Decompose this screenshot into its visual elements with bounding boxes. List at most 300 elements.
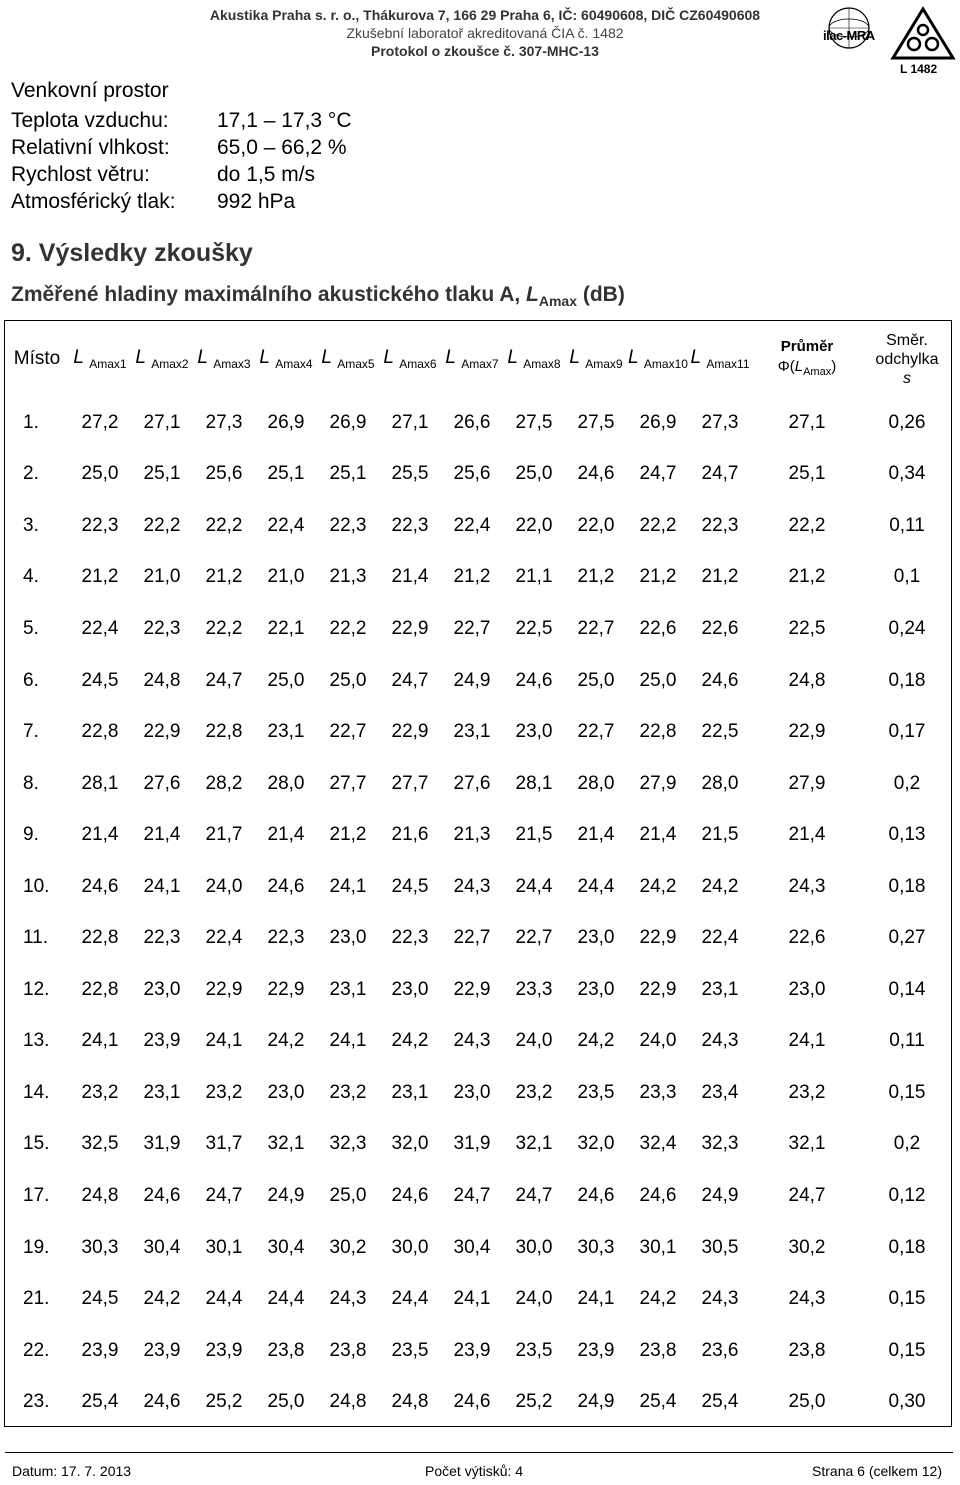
value-cell: 22,4: [267, 514, 305, 536]
value-cell: 22,3: [81, 514, 119, 536]
value-cell: 21,2: [453, 566, 491, 588]
value-cell: 32,1: [267, 1133, 305, 1155]
value-cell: 23,1: [143, 1081, 181, 1103]
average-cell: 23,2: [788, 1081, 826, 1103]
l-symbol: L: [321, 347, 332, 369]
average-cell: 27,9: [788, 772, 826, 794]
place-cell: 19.: [23, 1236, 50, 1258]
lamax-column-header: [317, 321, 379, 397]
value-cell: 23,0: [577, 927, 615, 949]
condition-value: 992 hPa: [217, 190, 296, 213]
table-row: [5, 809, 951, 861]
value-cell: 22,8: [639, 721, 677, 743]
column-subscript: Amax7: [461, 356, 499, 371]
value-cell: 23,9: [143, 1030, 181, 1052]
value-cell: 23,2: [329, 1081, 367, 1103]
l-symbol: L: [73, 347, 84, 369]
l-symbol: L: [135, 347, 146, 369]
value-cell: 32,3: [701, 1133, 739, 1155]
value-cell: 24,4: [577, 875, 615, 897]
column-subscript: Amax1: [89, 356, 127, 371]
table-row: [5, 1170, 951, 1222]
value-cell: 21,4: [391, 566, 429, 588]
value-cell: 22,3: [391, 514, 429, 536]
lamax-column-header: [255, 321, 317, 397]
value-cell: 22,3: [143, 927, 181, 949]
value-cell: 23,5: [577, 1081, 615, 1103]
lamax-column-header: [503, 321, 565, 397]
value-cell: 24,5: [391, 875, 429, 897]
value-cell: 30,1: [205, 1236, 243, 1258]
value-cell: 24,9: [701, 1184, 739, 1206]
value-cell: 22,2: [639, 514, 677, 536]
table-row: [5, 500, 951, 552]
l-symbol: L: [507, 347, 518, 369]
value-cell: 21,3: [329, 566, 367, 588]
column-subscript: Amax4: [275, 356, 313, 371]
value-cell: 24,8: [81, 1184, 119, 1206]
average-cell: 22,9: [788, 721, 826, 743]
value-cell: 23,0: [329, 927, 367, 949]
value-cell: 23,1: [329, 978, 367, 1000]
column-subscript: Amax11: [706, 356, 750, 371]
value-cell: 24,7: [205, 1184, 243, 1206]
std-dev-header-line1: Směr.: [886, 331, 928, 349]
std-dev-cell: 0,11: [889, 514, 925, 536]
std-dev-cell: 0,13: [888, 824, 926, 846]
l-symbol: L: [197, 347, 208, 369]
average-subscript: Amax: [803, 365, 832, 378]
table-row: [5, 552, 951, 604]
value-cell: 22,9: [267, 978, 305, 1000]
place-cell: 2.: [23, 463, 39, 485]
std-dev-cell: 0,18: [888, 875, 926, 897]
value-cell: 24,9: [267, 1184, 305, 1206]
value-cell: 24,6: [267, 875, 305, 897]
value-cell: 32,1: [515, 1133, 553, 1155]
footer-copies: Počet výtisků: 4: [425, 1463, 524, 1479]
value-cell: 31,9: [453, 1133, 491, 1155]
value-cell: 26,9: [639, 411, 677, 433]
place-cell: 22.: [23, 1339, 50, 1361]
value-cell: 24,1: [205, 1030, 243, 1052]
value-cell: 26,9: [267, 411, 305, 433]
value-cell: 24,6: [515, 669, 553, 691]
average-cell: 25,0: [788, 1391, 826, 1413]
results-table: [5, 321, 951, 1428]
value-cell: 21,4: [267, 824, 305, 846]
value-cell: 25,2: [515, 1391, 553, 1413]
table-header-row: [5, 321, 951, 397]
value-cell: 24,6: [81, 875, 119, 897]
value-cell: 21,2: [329, 824, 367, 846]
value-cell: 22,7: [453, 617, 491, 639]
place-cell: 21.: [23, 1288, 50, 1310]
column-subscript: Amax6: [399, 356, 437, 371]
column-subscript: Amax3: [213, 356, 251, 371]
std-dev-cell: 0,18: [888, 669, 926, 691]
value-cell: 22,9: [639, 927, 677, 949]
value-cell: 22,7: [577, 721, 615, 743]
value-cell: 24,7: [453, 1184, 491, 1206]
value-cell: 23,3: [639, 1081, 677, 1103]
value-cell: 24,1: [81, 1030, 119, 1052]
value-cell: 22,4: [81, 617, 119, 639]
std-dev-cell: 0,12: [888, 1184, 926, 1206]
value-cell: 26,9: [329, 411, 367, 433]
average-header: [751, 321, 863, 397]
close-paren: ): [831, 357, 837, 375]
table-row: [5, 758, 951, 810]
place-cell: 6.: [23, 669, 39, 691]
condition-label: Relativní vlhkost:: [11, 136, 170, 159]
table-subtitle: [11, 283, 625, 309]
value-cell: 23,9: [81, 1339, 119, 1361]
value-cell: 23,5: [391, 1339, 429, 1361]
lamax-column-header: [131, 321, 193, 397]
l-symbol: L: [794, 357, 804, 375]
value-cell: 24,2: [577, 1030, 615, 1052]
value-cell: 24,6: [639, 1184, 677, 1206]
value-cell: 30,3: [81, 1236, 119, 1258]
value-cell: 23,6: [701, 1339, 739, 1361]
average-cell: 23,0: [788, 978, 826, 1000]
conditions-block: [11, 77, 352, 215]
std-dev-cell: 0,14: [888, 978, 926, 1000]
average-header-label: Průměr: [780, 337, 834, 355]
value-cell: 25,0: [639, 669, 677, 691]
average-cell: 21,4: [788, 824, 826, 846]
value-cell: 24,6: [701, 669, 739, 691]
value-cell: 25,0: [329, 669, 367, 691]
std-dev-cell: 0,15: [888, 1081, 926, 1103]
value-cell: 21,5: [701, 824, 739, 846]
condition-value: 17,1 – 17,3 °C: [217, 109, 352, 132]
value-cell: 28,1: [515, 772, 553, 794]
value-cell: 23,9: [205, 1339, 243, 1361]
value-cell: 25,5: [391, 463, 429, 485]
subtitle-unit: (dB): [577, 283, 625, 306]
value-cell: 27,3: [701, 411, 739, 433]
place-cell: 11.: [23, 927, 49, 949]
value-cell: 24,9: [577, 1391, 615, 1413]
average-cell: 22,5: [788, 617, 826, 639]
value-cell: 22,7: [329, 721, 367, 743]
value-cell: 22,9: [391, 721, 429, 743]
place-cell: 9.: [23, 824, 39, 846]
section-title: 9. Výsledky zkoušky: [11, 239, 253, 267]
value-cell: 22,9: [143, 721, 181, 743]
value-cell: 23,9: [143, 1339, 181, 1361]
value-cell: 25,0: [329, 1184, 367, 1206]
value-cell: 24,2: [639, 875, 677, 897]
value-cell: 24,7: [391, 669, 429, 691]
value-cell: 22,9: [391, 617, 429, 639]
value-cell: 24,0: [205, 875, 243, 897]
value-cell: 25,1: [267, 463, 305, 485]
value-cell: 24,2: [639, 1288, 677, 1310]
value-cell: 24,6: [577, 463, 615, 485]
value-cell: 22,2: [329, 617, 367, 639]
value-cell: 24,6: [577, 1184, 615, 1206]
average-cell: 24,7: [788, 1184, 826, 1206]
place-cell: 15.: [23, 1133, 50, 1155]
value-cell: 23,8: [329, 1339, 367, 1361]
value-cell: 24,6: [143, 1184, 181, 1206]
value-cell: 24,0: [515, 1030, 553, 1052]
value-cell: 22,8: [205, 721, 243, 743]
average-header-formula: [751, 357, 863, 382]
value-cell: 22,8: [81, 721, 119, 743]
std-dev-cell: 0,24: [888, 617, 926, 639]
value-cell: 23,2: [205, 1081, 243, 1103]
condition-label: Atmosférický tlak:: [11, 190, 176, 213]
footer-page-number: Strana 6 (celkem 12): [812, 1463, 942, 1479]
value-cell: 22,9: [453, 978, 491, 1000]
std-dev-cell: 0,15: [888, 1339, 926, 1361]
average-cell: 23,8: [788, 1339, 826, 1361]
condition-row: [11, 134, 352, 161]
place-cell: 14.: [23, 1081, 50, 1103]
value-cell: 28,2: [205, 772, 243, 794]
value-cell: 23,8: [267, 1339, 305, 1361]
column-subscript: Amax5: [337, 356, 375, 371]
value-cell: 24,2: [143, 1288, 181, 1310]
condition-label: Teplota vzduchu:: [11, 109, 169, 132]
value-cell: 25,1: [143, 463, 181, 485]
value-cell: 22,6: [639, 617, 677, 639]
value-cell: 27,2: [81, 411, 119, 433]
value-cell: 23,1: [267, 721, 305, 743]
table-row: [5, 1273, 951, 1325]
std-dev-cell: 0,2: [893, 1133, 921, 1155]
average-cell: 21,2: [788, 566, 826, 588]
value-cell: 23,2: [81, 1081, 119, 1103]
value-cell: 21,6: [391, 824, 429, 846]
value-cell: 22,7: [453, 927, 491, 949]
value-cell: 27,6: [143, 772, 181, 794]
lamax-column-header: [689, 321, 751, 397]
value-cell: 27,7: [329, 772, 367, 794]
table-row: [5, 603, 951, 655]
value-cell: 21,4: [577, 824, 615, 846]
value-cell: 31,9: [143, 1133, 181, 1155]
value-cell: 24,2: [701, 875, 739, 897]
value-cell: 22,7: [515, 927, 553, 949]
value-cell: 22,5: [515, 617, 553, 639]
value-cell: 22,1: [267, 617, 305, 639]
value-cell: 27,1: [391, 411, 429, 433]
header-company: Akustika Praha s. r. o., Thákurova 7, 166 29 Praha 6, IČ: 60490608, DIČ CZ60490608: [209, 7, 761, 23]
value-cell: 21,2: [81, 566, 119, 588]
value-cell: 21,0: [267, 566, 305, 588]
value-cell: 22,4: [701, 927, 739, 949]
place-cell: 13.: [23, 1030, 50, 1052]
table-row: [5, 912, 951, 964]
value-cell: 22,0: [577, 514, 615, 536]
average-cell: 22,6: [788, 927, 826, 949]
value-cell: 24,4: [205, 1288, 243, 1310]
value-cell: 22,3: [701, 514, 739, 536]
value-cell: 30,1: [639, 1236, 677, 1258]
value-cell: 30,0: [391, 1236, 429, 1258]
value-cell: 28,1: [81, 772, 119, 794]
value-cell: 24,8: [329, 1391, 367, 1413]
value-cell: 24,4: [267, 1288, 305, 1310]
value-cell: 23,2: [515, 1081, 553, 1103]
subtitle-subscript: Amax: [538, 293, 578, 310]
ilac-logo-text: ilac-MRA: [823, 28, 875, 43]
average-cell: 30,2: [788, 1236, 826, 1258]
column-subscript: Amax2: [151, 356, 189, 371]
value-cell: 26,6: [453, 411, 491, 433]
value-cell: 30,4: [267, 1236, 305, 1258]
value-cell: 21,5: [515, 824, 553, 846]
std-dev-cell: 0,11: [889, 1030, 925, 1052]
std-dev-cell: 0,30: [888, 1391, 926, 1413]
value-cell: 22,2: [143, 514, 181, 536]
table-row: [5, 655, 951, 707]
l-symbol: L: [445, 347, 456, 369]
std-dev-cell: 0,18: [888, 1236, 926, 1258]
value-cell: 27,3: [205, 411, 243, 433]
value-cell: 28,0: [267, 772, 305, 794]
place-cell: 1.: [23, 411, 39, 433]
value-cell: 30,2: [329, 1236, 367, 1258]
value-cell: 22,2: [205, 617, 243, 639]
value-cell: 23,1: [701, 978, 739, 1000]
value-cell: 27,5: [577, 411, 615, 433]
std-dev-cell: 0,26: [888, 411, 926, 433]
value-cell: 30,4: [143, 1236, 181, 1258]
value-cell: 22,6: [701, 617, 739, 639]
condition-row: [11, 107, 352, 134]
value-cell: 24,7: [515, 1184, 553, 1206]
condition-value: do 1,5 m/s: [217, 163, 316, 186]
column-subscript: Amax8: [523, 356, 561, 371]
value-cell: 23,1: [391, 1081, 429, 1103]
std-dev-cell: 0,17: [888, 721, 926, 743]
value-cell: 25,0: [577, 669, 615, 691]
lamax-column-header: [379, 321, 441, 397]
value-cell: 30,3: [577, 1236, 615, 1258]
condition-value: 65,0 – 66,2 %: [217, 136, 347, 159]
place-cell: 10.: [23, 875, 50, 897]
table-row: [5, 964, 951, 1016]
value-cell: 21,2: [577, 566, 615, 588]
table-row: [5, 1376, 951, 1428]
subtitle-text: Změřené hladiny maximálního akustického tlaku A,: [11, 283, 527, 306]
value-cell: 22,3: [143, 617, 181, 639]
value-cell: 24,2: [267, 1030, 305, 1052]
value-cell: 21,1: [515, 566, 553, 588]
table-row: [5, 449, 951, 501]
value-cell: 21,4: [81, 824, 119, 846]
lamax-column-header: [441, 321, 503, 397]
value-cell: 25,0: [81, 463, 119, 485]
average-cell: 24,3: [788, 1288, 826, 1310]
value-cell: 24,0: [639, 1030, 677, 1052]
place-cell: 4.: [23, 566, 39, 588]
value-cell: 27,1: [143, 411, 181, 433]
value-cell: 25,2: [205, 1391, 243, 1413]
value-cell: 24,1: [143, 875, 181, 897]
table-body: [5, 397, 951, 1428]
value-cell: 23,9: [453, 1339, 491, 1361]
value-cell: 22,3: [267, 927, 305, 949]
subtitle-symbol: L: [526, 283, 539, 306]
value-cell: 32,4: [639, 1133, 677, 1155]
value-cell: 22,9: [639, 978, 677, 1000]
value-cell: 23,4: [701, 1081, 739, 1103]
value-cell: 22,5: [701, 721, 739, 743]
value-cell: 24,3: [701, 1030, 739, 1052]
place-cell: 23.: [23, 1391, 50, 1413]
value-cell: 22,7: [577, 617, 615, 639]
value-cell: 24,5: [81, 669, 119, 691]
value-cell: 24,6: [453, 1391, 491, 1413]
value-cell: 24,1: [329, 875, 367, 897]
value-cell: 23,0: [577, 978, 615, 1000]
average-cell: 32,1: [788, 1133, 826, 1155]
value-cell: 24,9: [453, 669, 491, 691]
average-cell: 27,1: [788, 411, 826, 433]
std-dev-header: [863, 321, 951, 397]
value-cell: 21,2: [639, 566, 677, 588]
value-cell: 23,0: [143, 978, 181, 1000]
value-cell: 32,3: [329, 1133, 367, 1155]
value-cell: 24,1: [453, 1288, 491, 1310]
value-cell: 31,7: [205, 1133, 243, 1155]
value-cell: 22,4: [205, 927, 243, 949]
value-cell: 24,1: [329, 1030, 367, 1052]
value-cell: 23,5: [515, 1339, 553, 1361]
value-cell: 25,4: [701, 1391, 739, 1413]
place-cell: 12.: [23, 978, 50, 1000]
value-cell: 24,3: [701, 1288, 739, 1310]
value-cell: 24,6: [391, 1184, 429, 1206]
place-cell: 7.: [23, 721, 39, 743]
average-cell: 24,3: [788, 875, 826, 897]
value-cell: 28,0: [577, 772, 615, 794]
average-cell: 22,2: [788, 514, 826, 536]
value-cell: 23,9: [577, 1339, 615, 1361]
value-cell: 22,0: [515, 514, 553, 536]
average-cell: 24,1: [788, 1030, 826, 1052]
l-symbol: L: [383, 347, 394, 369]
footer-date: Datum: 17. 7. 2013: [12, 1463, 132, 1479]
header-accreditation: Zkušební laboratoř akreditovaná ČIA č. 1482: [346, 25, 624, 41]
condition-row: [11, 161, 352, 188]
table-row: [5, 1119, 951, 1171]
value-cell: 28,0: [701, 772, 739, 794]
l-symbol: L: [569, 347, 580, 369]
lamax-column-header: [193, 321, 255, 397]
results-table-frame: [4, 320, 952, 1427]
l-symbol: L: [628, 347, 639, 369]
value-cell: 24,4: [391, 1288, 429, 1310]
value-cell: 25,6: [205, 463, 243, 485]
table-row: [5, 861, 951, 913]
value-cell: 22,4: [453, 514, 491, 536]
value-cell: 22,8: [81, 978, 119, 1000]
std-dev-cell: 0,27: [888, 927, 926, 949]
value-cell: 24,7: [701, 463, 739, 485]
phi-symbol: Φ(: [777, 357, 795, 375]
std-dev-symbol: s: [903, 369, 911, 387]
lab-code: L 1482: [900, 62, 938, 76]
value-cell: 24,2: [391, 1030, 429, 1052]
